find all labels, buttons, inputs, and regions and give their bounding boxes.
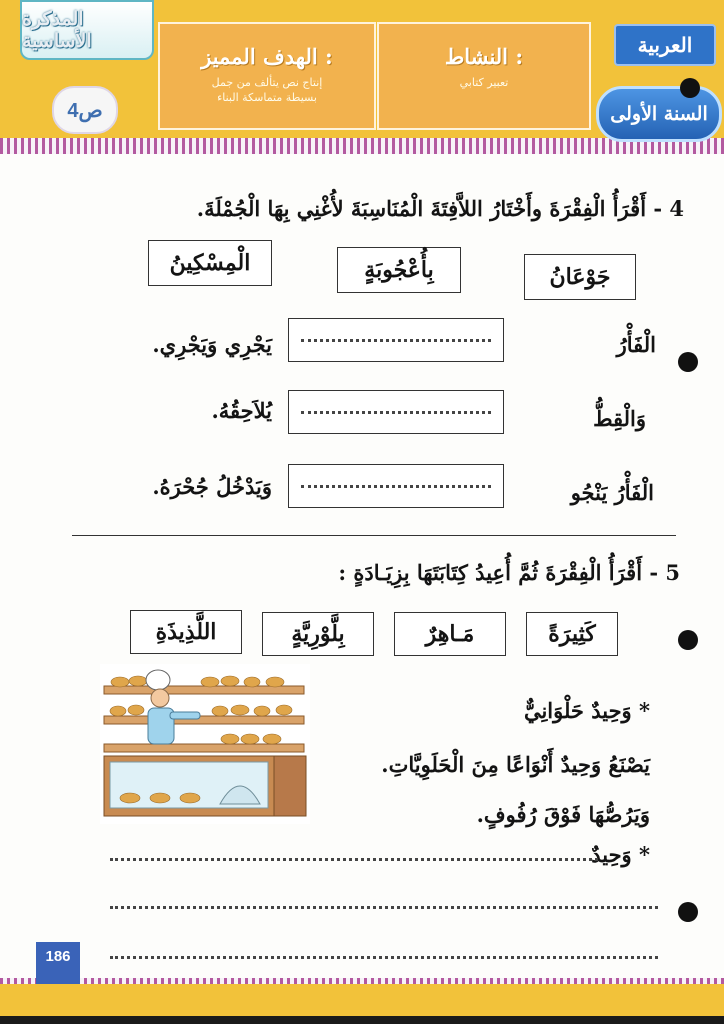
footer-base — [0, 1016, 724, 1024]
sentence-3-end: وَيَدْخُلُ جُحْرَهُ. — [152, 474, 272, 499]
sentence-1-blank[interactable] — [288, 318, 504, 362]
dotted-line — [301, 339, 491, 342]
option-word-billawriya: بِلَّوْرِيَّةٍ — [262, 612, 374, 656]
binder-hole — [680, 78, 700, 98]
answer-line-start: * وَحِيدٌ — [591, 842, 650, 867]
paragraph-line-2: يَصْنَعُ وَحِيدٌ أَنْوَاعًا مِنَ الْحَلَوِيَّاتِ. — [381, 752, 650, 777]
baker-illustration — [100, 664, 310, 824]
paragraph-line-3: وَيَرُصُّهَا فَوْقَ رُفُوفٍ. — [476, 802, 650, 827]
option-word-1: جَوْعَانُ — [524, 254, 636, 300]
option-word-mahir: مَـاهِرٌ — [394, 612, 506, 656]
page-number: 186 — [36, 942, 80, 984]
option-word-2: بِأُعْجُوبَةٍ — [337, 247, 461, 293]
activity-box — [377, 22, 591, 130]
exercise-5-instruction: 5 - أَقْرَأُ الْفِقْرَةَ ثُمَّ أُعِيدُ كِتَابَتَهَا بِزِيَـادَةٍ : — [338, 560, 680, 585]
subject-tab: العربية — [614, 24, 716, 66]
goal-text-line-1: إنتاج نص يتألف من جمل — [211, 76, 323, 89]
year-badge: السنة الأولى — [596, 86, 722, 142]
lesson-code-badge: 4ص — [52, 86, 118, 134]
binder-hole — [678, 352, 698, 372]
dotted-line — [301, 485, 491, 488]
activity-text: تعبير كتابي — [459, 76, 509, 89]
paragraph-line-1: * وَحِيدٌ حَلْوَانِيٌّ — [523, 698, 650, 723]
answer-line-1[interactable] — [110, 858, 598, 861]
option-word-3: الْمِسْكِينُ — [148, 240, 272, 286]
option-word-kathira: كَثِيرَةً — [526, 612, 618, 656]
sentence-3-blank[interactable] — [288, 464, 504, 508]
sentence-1-start: الْفَأْرُ — [616, 332, 656, 357]
section-divider — [72, 535, 676, 536]
sentence-2-end: يُلاَحِقُهُ. — [211, 398, 272, 423]
binder-hole — [678, 902, 698, 922]
sentence-1-end: يَجْرِي وَيَجْرِي. — [152, 332, 272, 357]
answer-line-3[interactable] — [110, 956, 658, 959]
answer-line-2[interactable] — [110, 906, 658, 909]
book-title: المذكرة الأساسية — [22, 8, 92, 52]
option-word-alladhidha: اللَّذِيذَةِ — [130, 610, 242, 654]
goal-box — [158, 22, 376, 130]
sentence-3-start: الْفَأْرُ يَنْجُو — [570, 480, 654, 505]
activity-title: النشاط : — [444, 44, 524, 69]
goal-title: الهدف المميز : — [201, 44, 333, 69]
binder-hole — [678, 630, 698, 650]
sentence-2-start: وَالْقِطُّ — [593, 406, 646, 431]
book-title-tab — [20, 0, 154, 60]
goal-text-line-2: بسيطة متماسكة البناء — [217, 91, 317, 104]
sentence-2-blank[interactable] — [288, 390, 504, 434]
dotted-line — [301, 411, 491, 414]
exercise-4-instruction: 4 - أَقْرَأُ الْفِقْرَةَ وأَخْتَارُ اللاَّفِتَةَ الْمُنَاسِبَةَ لأُغْنِي بِهَا الْجُمْلَةَ. — [196, 196, 684, 221]
